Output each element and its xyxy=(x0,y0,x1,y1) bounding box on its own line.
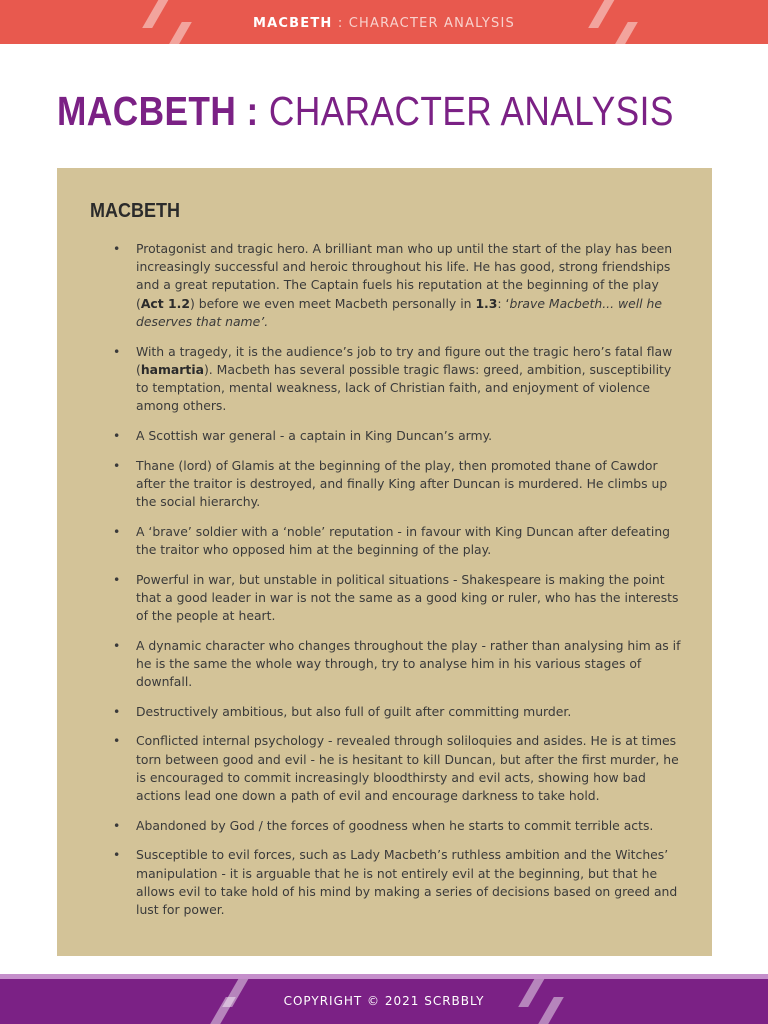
list-item: • Conflicted internal psychology - revealed through soliloquies and asides. He is at times torn between good and evil - he is hesitant to kill Duncan, but after the first murder, he is encouraged to commit increasingly bloodthirsty and evil acts, showing how bad actions lead one down a path of evil and encourage darkness to take hold. xyxy=(113,732,683,805)
list-item: • Powerful in war, but unstable in political situations - Shakespeare is making the point that a good leader in war is not the same as a good king or ruler, who has the interests of the people at heart. xyxy=(113,571,683,626)
item-text: : ‘ xyxy=(497,295,510,311)
page-title-light: CHARACTER ANALYSIS xyxy=(258,88,674,134)
item-text: With a tragedy, it is the audience’s job to try and figure out the tragic hero’s fatal flaw ( xyxy=(136,343,673,377)
scene-reference: 1.3 xyxy=(475,295,498,311)
page-title xyxy=(57,88,674,135)
list-item xyxy=(113,240,683,331)
item-text: Protagonist and tragic hero. A brilliant man who up until the start of the play has been increasingly successful and heroic throughout his life. He has good, strong friendships and a great reputation. The Captain fuels his reputation at the beginning of the play ( xyxy=(136,241,673,311)
copyright-text: COPYRIGHT © 2021 SCRBBLY xyxy=(283,994,485,1008)
quotation: brave Macbeth... well he deserves that name’. xyxy=(136,295,663,329)
key-term: hamartia xyxy=(140,361,204,377)
item-text: ) before we even meet Macbeth personally in xyxy=(189,295,476,311)
banner-title-bold: MACBETH xyxy=(253,16,333,31)
list-item: • Abandoned by God / the forces of goodness when he starts to commit terrible acts. xyxy=(113,817,683,835)
item-text: ). Macbeth has several possible tragic flaws: greed, ambition, susceptibility to temptation, mental weakness, lack of Christian faith, and enjoyment of violence among others. xyxy=(136,361,672,414)
banner-title xyxy=(0,16,768,31)
act-reference: Act 1.2 xyxy=(140,295,190,311)
page-title-bold: MACBETH : xyxy=(57,88,259,134)
list-item: • A dynamic character who changes throughout the play - rather than analysing him as if he is the same the whole way through, try to analyse him in his various stages of downfall. xyxy=(113,637,683,692)
section-heading: MACBETH xyxy=(90,200,180,222)
analysis-list xyxy=(113,240,683,931)
banner-title-rest: : CHARACTER ANALYSIS xyxy=(332,16,515,31)
list-item: • Thane (lord) of Glamis at the beginning of the play, then promoted thane of Cawdor after the traitor is destroyed, and finally King after Duncan is murdered. He climbs up the social hierarchy. xyxy=(113,457,683,512)
footer-bar xyxy=(0,979,768,1024)
list-item: • A Scottish war general - a captain in King Duncan’s army. xyxy=(113,427,683,445)
analysis-card xyxy=(57,168,712,956)
top-banner xyxy=(0,0,768,44)
list-item: • Destructively ambitious, but also full of guilt after committing murder. xyxy=(113,703,683,721)
list-item xyxy=(113,343,683,416)
list-item: • A ‘brave’ soldier with a ‘noble’ reputation - in favour with King Duncan after defeating the traitor who opposed him at the beginning of the play. xyxy=(113,523,683,559)
list-item: • Susceptible to evil forces, such as Lady Macbeth’s ruthless ambition and the Witches’ manipulation - it is arguable that he is not entirely evil at the beginning, but that he allows evil to take hold of his mind by making a series of decisions based on greed and lust for power. xyxy=(113,846,683,919)
